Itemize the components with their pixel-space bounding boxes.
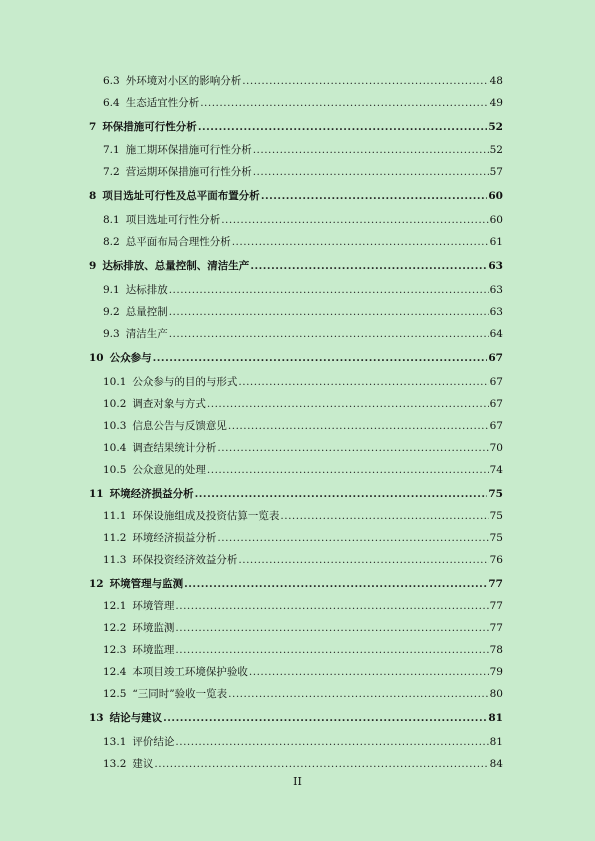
toc-entry-title: 信息公告与反馈意见 — [132, 420, 227, 432]
toc-dot-leader — [238, 376, 488, 388]
toc-entry-page: 70 — [489, 442, 503, 454]
toc-entry-number: 11.3 — [103, 554, 127, 566]
toc-entry-number: 8.2 — [103, 236, 120, 248]
toc-chapter-entry[interactable] — [89, 350, 503, 365]
toc-dot-leader — [253, 166, 489, 178]
toc-chapter-entry[interactable] — [89, 486, 503, 501]
toc-entry-page: 79 — [489, 666, 503, 678]
toc-entry-page: 84 — [489, 758, 503, 770]
toc-section-entry[interactable] — [103, 508, 503, 523]
toc-dot-leader — [228, 688, 488, 700]
toc-entry-number: 7 — [89, 121, 97, 133]
toc-entry-page: 64 — [489, 328, 503, 340]
toc-entry-title: 外环境对小区的影响分析 — [125, 75, 242, 87]
toc-section-entry[interactable] — [103, 164, 503, 179]
toc-entry-page: 81 — [488, 712, 503, 724]
toc-section-entry[interactable] — [103, 374, 503, 389]
toc-entry-page: 78 — [489, 644, 503, 656]
toc-dot-leader — [221, 214, 488, 226]
toc-entry-title: 项目选址可行性及总平面布置分析 — [102, 190, 260, 202]
toc-dot-leader — [163, 712, 487, 724]
toc-entry-title: 公众参与的目的与形式 — [132, 376, 238, 388]
toc-section-entry[interactable] — [103, 642, 503, 657]
toc-entry-number: 8 — [89, 190, 97, 202]
toc-dot-leader — [228, 420, 489, 432]
toc-entry-number: 12.3 — [103, 644, 127, 656]
toc-entry-page: 77 — [488, 578, 503, 590]
toc-entry-number: 9 — [89, 260, 97, 272]
toc-entry-number: 12.2 — [103, 622, 127, 634]
toc-dot-leader — [175, 622, 488, 634]
toc-entry-title: 公众意见的处理 — [132, 464, 206, 476]
toc-section-entry[interactable] — [103, 734, 503, 749]
toc-entry-number: 12.4 — [103, 666, 127, 678]
toc-entry-title: 总平面布局合理性分析 — [125, 236, 231, 248]
toc-entry-page: 61 — [489, 236, 503, 248]
toc-dot-leader — [184, 578, 487, 590]
toc-entry-page: 63 — [489, 284, 503, 296]
toc-entry-page: 63 — [488, 260, 503, 272]
toc-entry-title: 环境监理 — [132, 644, 175, 656]
toc-section-entry[interactable] — [103, 462, 503, 477]
toc-section-entry[interactable] — [103, 530, 503, 545]
toc-dot-leader — [249, 666, 489, 678]
toc-section-entry[interactable] — [103, 95, 503, 110]
toc-entry-title: 达标排放 — [125, 284, 168, 296]
toc-entry-page: 77 — [489, 622, 503, 634]
toc-entry-page: 48 — [489, 75, 503, 87]
toc-entry-title: 建议 — [132, 758, 154, 770]
toc-entry-page: 75 — [488, 488, 503, 500]
toc-entry-page: 67 — [489, 420, 503, 432]
toc-dot-leader — [200, 97, 488, 109]
toc-entry-number: 11.2 — [103, 532, 127, 544]
toc-entry-page: 76 — [489, 554, 503, 566]
toc-dot-leader — [154, 758, 488, 770]
toc-dot-leader — [261, 190, 488, 202]
toc-entry-title: 营运期环保措施可行性分析 — [125, 166, 252, 178]
toc-entry-title: 环境管理与监测 — [109, 578, 184, 590]
toc-entry-number: 6.4 — [103, 97, 120, 109]
toc-entry-number: 13.1 — [103, 736, 127, 748]
toc-dot-leader — [195, 488, 488, 500]
toc-entry-number: 10.5 — [103, 464, 127, 476]
toc-entry-page: 74 — [489, 464, 503, 476]
toc-entry-title: 生态适宜性分析 — [125, 97, 200, 109]
toc-entry-page: 75 — [489, 510, 503, 522]
toc-dot-leader — [217, 532, 488, 544]
toc-chapter-entry[interactable] — [89, 258, 503, 273]
toc-entry-number: 12.5 — [103, 688, 127, 700]
toc-dot-leader — [207, 398, 489, 410]
toc-section-entry[interactable] — [103, 304, 503, 319]
toc-entry-title: 环保设施组成及投资估算一览表 — [132, 510, 280, 522]
toc-entry-page: 60 — [489, 214, 503, 226]
toc-dot-leader — [175, 644, 488, 656]
toc-section-entry[interactable] — [103, 142, 503, 157]
toc-entry-title: 施工期环保措施可行性分析 — [125, 144, 252, 156]
toc-dot-leader — [169, 284, 489, 296]
toc-section-entry[interactable] — [103, 440, 503, 455]
toc-section-entry[interactable] — [103, 620, 503, 635]
toc-entry-page: 52 — [489, 144, 503, 156]
toc-section-entry[interactable] — [103, 598, 503, 613]
toc-entry-title: 调查结果统计分析 — [132, 442, 217, 454]
toc-entry-page: 57 — [489, 166, 503, 178]
toc-entry-title: 环境经济损益分析 — [109, 488, 194, 500]
toc-entry-title: 总量控制 — [125, 306, 168, 318]
toc-section-entry[interactable] — [103, 73, 503, 88]
toc-entry-title: 环保投资经济效益分析 — [132, 554, 238, 566]
toc-dot-leader — [175, 736, 488, 748]
toc-entry-title: 评价结论 — [132, 736, 175, 748]
toc-entry-number: 12.1 — [103, 600, 127, 612]
toc-dot-leader — [242, 75, 488, 87]
toc-chapter-entry[interactable] — [89, 710, 503, 725]
toc-entry-page: 81 — [489, 736, 503, 748]
toc-entry-title: 环境经济损益分析 — [132, 532, 217, 544]
toc-dot-leader — [175, 600, 488, 612]
toc-chapter-entry[interactable] — [89, 576, 503, 591]
toc-dot-leader — [280, 510, 488, 522]
toc-entry-title: 环境监测 — [132, 622, 175, 634]
toc-dot-leader — [198, 121, 488, 133]
toc-entry-number: 13.2 — [103, 758, 127, 770]
toc-entry-title: 清洁生产 — [125, 328, 168, 340]
toc-entry-title: 结论与建议 — [109, 712, 163, 724]
toc-entry-title: 公众参与 — [109, 352, 152, 364]
toc-entry-number: 7.2 — [103, 166, 120, 178]
toc-entry-number: 9.2 — [103, 306, 120, 318]
toc-entry-page: 67 — [488, 352, 503, 364]
toc-entry-title: 调查对象与方式 — [132, 398, 206, 410]
toc-dot-leader — [253, 144, 489, 156]
toc-entry-number: 11 — [89, 488, 104, 500]
toc-section-entry[interactable] — [103, 326, 503, 341]
toc-section-entry[interactable] — [103, 212, 503, 227]
toc-entry-page: 67 — [489, 376, 503, 388]
toc-section-entry[interactable] — [103, 234, 503, 249]
toc-entry-title: 达标排放、总量控制、清洁生产 — [102, 260, 250, 272]
toc-dot-leader — [169, 328, 489, 340]
toc-dot-leader — [217, 442, 488, 454]
toc-entry-number: 6.3 — [103, 75, 120, 87]
toc-entry-page: 77 — [489, 600, 503, 612]
toc-dot-leader — [169, 306, 489, 318]
toc-section-entry[interactable] — [103, 686, 503, 701]
toc-entry-number: 10.2 — [103, 398, 127, 410]
toc-entry-number: 10.1 — [103, 376, 127, 388]
toc-dot-leader — [153, 352, 488, 364]
toc-section-entry[interactable] — [103, 756, 503, 771]
toc-entry-title: “三同时”验收一览表 — [132, 688, 228, 700]
toc-dot-leader — [207, 464, 489, 476]
toc-entry-page: 49 — [489, 97, 503, 109]
toc-entry-title: 本项目竣工环境保护验收 — [132, 666, 248, 678]
toc-dot-leader — [250, 260, 487, 272]
toc-entry-page: 67 — [489, 398, 503, 410]
toc-entry-title: 环境管理 — [132, 600, 175, 612]
toc-chapter-entry[interactable] — [89, 188, 503, 203]
toc-entry-number: 13 — [89, 712, 104, 724]
toc-entry-title: 环保措施可行性分析 — [102, 121, 197, 133]
toc-section-entry[interactable] — [103, 664, 503, 679]
toc-entry-number: 8.1 — [103, 214, 120, 226]
toc-entry-number: 7.1 — [103, 144, 120, 156]
toc-entry-title: 项目选址可行性分析 — [125, 214, 221, 226]
toc-dot-leader — [238, 554, 488, 566]
toc-entry-number: 10 — [89, 352, 104, 364]
toc-entry-number: 9.1 — [103, 284, 120, 296]
toc-entry-number: 10.3 — [103, 420, 127, 432]
toc-entry-page: 80 — [489, 688, 503, 700]
toc-section-entry[interactable] — [103, 396, 503, 411]
toc-entry-number: 12 — [89, 578, 104, 590]
toc-section-entry[interactable] — [103, 418, 503, 433]
toc-entry-number: 10.4 — [103, 442, 127, 454]
toc-entry-page: 63 — [489, 306, 503, 318]
toc-entry-number: 11.1 — [103, 510, 127, 522]
toc-dot-leader — [232, 236, 489, 248]
toc-entry-page: 60 — [488, 190, 503, 202]
page-number: II — [293, 775, 302, 788]
toc-entry-page: 52 — [488, 121, 503, 133]
toc-section-entry[interactable] — [103, 282, 503, 297]
toc-entry-number: 9.3 — [103, 328, 120, 340]
toc-chapter-entry[interactable] — [89, 119, 503, 134]
toc-section-entry[interactable] — [103, 552, 503, 567]
toc-entry-page: 75 — [489, 532, 503, 544]
